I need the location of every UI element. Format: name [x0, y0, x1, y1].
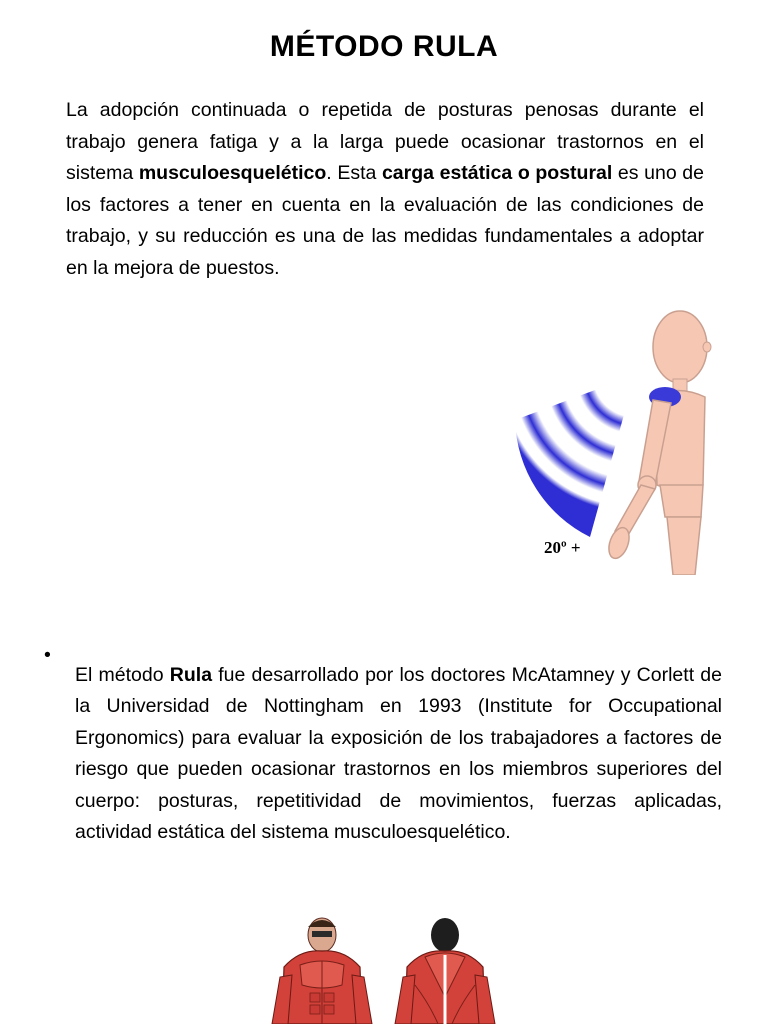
- bullet-marker: •: [44, 644, 51, 666]
- bullet-text-1: El método: [75, 663, 170, 686]
- posture-figure: [505, 305, 720, 575]
- page-title: MÉTODO RULA: [269, 30, 499, 63]
- bullet-paragraph: [75, 660, 722, 849]
- angle-arc-zone: [515, 375, 635, 537]
- intro-text-3: es uno de los factores a tener en cuenta en la evaluación de las condiciones de trabajo, y su reducción es una de las medidas fundamentales a adoptar en la mejora de puestos.: [66, 162, 704, 279]
- bullet-bold-rula: Rula: [169, 663, 213, 686]
- intro-bold-carga: carga estática o postural: [381, 162, 613, 184]
- intro-text-1: La adopción continuada o repetida de posturas penosas durante el trabajo genera fatiga y a la larga puede ocasionar trastornos en el sistema: [66, 99, 704, 184]
- bullet-item: [44, 640, 724, 868]
- intro-paragraph: [66, 95, 704, 284]
- bullet-text-2: fue desarrollado por los doctores McAtamney y Corlett de la Universidad de Nottingham en 1993 (Institute for Occupational Ergonomics) para evaluar la exposición de los trabajadores a factores de riesgo que pueden ocasionar trastornos en los miembros superiores del cuerpo: posturas, repetitividad de movimientos, fuerzas aplicadas, actividad estática del sistema musculoesquelético.: [75, 663, 722, 843]
- intro-text-2: . Esta: [326, 162, 382, 184]
- muscle-figures: [270, 905, 500, 1024]
- muscle-figure-back: [395, 918, 495, 1024]
- intro-bold-musculoesqueletico: musculoesquelético: [138, 162, 327, 184]
- angle-label: 20º +: [544, 538, 581, 557]
- figure-head: [653, 311, 707, 383]
- figure-leg: [667, 517, 701, 575]
- muscle-figure-front: [272, 918, 372, 1024]
